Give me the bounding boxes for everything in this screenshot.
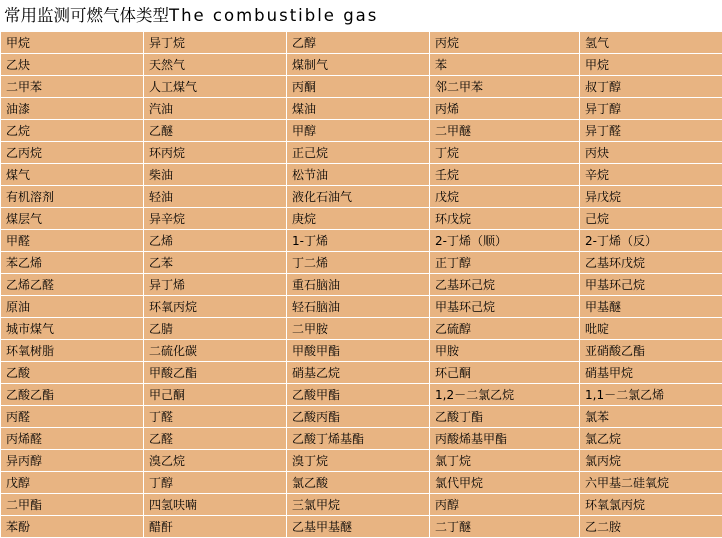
table-cell: 甲酸甲酯 [287, 340, 430, 362]
table-cell: 乙醚 [144, 120, 287, 142]
table-cell: 溴乙烷 [144, 450, 287, 472]
table-cell: 环氧氯丙烷 [580, 494, 722, 516]
table-cell: 乙基环戊烷 [580, 252, 722, 274]
table-cell: 有机溶剂 [1, 186, 144, 208]
table-row [1, 340, 722, 362]
table-row [1, 142, 722, 164]
table-row [1, 32, 722, 54]
table-cell: 二甲胺 [287, 318, 430, 340]
page-title [0, 0, 722, 31]
table-cell: 乙烯乙醛 [1, 274, 144, 296]
table-cell: 环戊烷 [430, 208, 580, 230]
table-cell: 异丁烯 [144, 274, 287, 296]
table-cell: 苯乙烯 [1, 252, 144, 274]
table-cell: 异丙醇 [1, 450, 144, 472]
table-row [1, 296, 722, 318]
table-cell: 氯代甲烷 [430, 472, 580, 494]
table-cell: 丙烯醛 [1, 428, 144, 450]
table-cell: 甲基环己烷 [580, 274, 722, 296]
table-cell: 辛烷 [580, 164, 722, 186]
table-cell: 亚硝酸乙酯 [580, 340, 722, 362]
table-cell: 甲基醚 [580, 296, 722, 318]
table-row [1, 274, 722, 296]
table-cell: 原油 [1, 296, 144, 318]
table-cell: 煤气 [1, 164, 144, 186]
table-cell: 氯乙烷 [580, 428, 722, 450]
table-cell: 异辛烷 [144, 208, 287, 230]
table-cell: 邻二甲苯 [430, 76, 580, 98]
table-cell: 异丁醛 [580, 120, 722, 142]
table-cell: 汽油 [144, 98, 287, 120]
table-cell: 乙酸 [1, 362, 144, 384]
table-cell: 甲烷 [1, 32, 144, 54]
table-cell: 正己烷 [287, 142, 430, 164]
table-cell: 己烷 [580, 208, 722, 230]
table-cell: 苯酚 [1, 516, 144, 538]
table-row [1, 208, 722, 230]
table-cell: 丙炔 [580, 142, 722, 164]
table-cell: 松节油 [287, 164, 430, 186]
table-cell: 煤层气 [1, 208, 144, 230]
table-cell: 城市煤气 [1, 318, 144, 340]
table-row [1, 406, 722, 428]
table-cell: 环己酮 [430, 362, 580, 384]
page-title-cn: 常用监测可燃气体类型 [4, 6, 169, 25]
table-cell: 硝基乙烷 [287, 362, 430, 384]
table-cell: 丙烷 [430, 32, 580, 54]
table-cell: 人工煤气 [144, 76, 287, 98]
table-cell: 重石脑油 [287, 274, 430, 296]
table-cell: 煤制气 [287, 54, 430, 76]
table-row [1, 252, 722, 274]
table-cell: 甲己酮 [144, 384, 287, 406]
table-cell: 煤油 [287, 98, 430, 120]
table-cell: 乙酸丙酯 [287, 406, 430, 428]
table-cell: 1,2－二氯乙烷 [430, 384, 580, 406]
table-cell: 2-丁烯（反） [580, 230, 722, 252]
table-cell: 甲醛 [1, 230, 144, 252]
table-cell: 乙酸丁酯 [430, 406, 580, 428]
table-cell: 溴丁烷 [287, 450, 430, 472]
table-cell: 氯乙酸 [287, 472, 430, 494]
table-row [1, 120, 722, 142]
table-cell: 环氧丙烷 [144, 296, 287, 318]
table-cell: 二丁醚 [430, 516, 580, 538]
table-cell: 天然气 [144, 54, 287, 76]
table-cell: 乙腈 [144, 318, 287, 340]
table-row [1, 450, 722, 472]
table-row [1, 186, 722, 208]
table-cell: 轻石脑油 [287, 296, 430, 318]
table-cell: 叔丁醇 [580, 76, 722, 98]
table-cell: 乙酸乙酯 [1, 384, 144, 406]
table-cell: 异戊烷 [580, 186, 722, 208]
table-cell: 二甲醚 [430, 120, 580, 142]
table-cell: 乙酸丁烯基酯 [287, 428, 430, 450]
table-cell: 乙炔 [1, 54, 144, 76]
table-row [1, 428, 722, 450]
table-row [1, 318, 722, 340]
table-cell: 甲醇 [287, 120, 430, 142]
table-cell: 乙基环己烷 [430, 274, 580, 296]
table-cell: 丙醇 [430, 494, 580, 516]
table-row [1, 230, 722, 252]
page-title-en: The combustible gas [169, 6, 378, 25]
table-cell: 2-丁烯（顺） [430, 230, 580, 252]
table-row [1, 472, 722, 494]
table-cell: 乙硫醇 [430, 318, 580, 340]
table-cell: 乙二胺 [580, 516, 722, 538]
table-cell: 乙基甲基醚 [287, 516, 430, 538]
table-cell: 油漆 [1, 98, 144, 120]
table-row [1, 516, 722, 538]
table-row [1, 384, 722, 406]
table-row [1, 76, 722, 98]
table-cell: 氯苯 [580, 406, 722, 428]
table-cell: 乙醛 [144, 428, 287, 450]
table-cell: 三氯甲烷 [287, 494, 430, 516]
table-cell: 戊醇 [1, 472, 144, 494]
table-cell: 氯丁烷 [430, 450, 580, 472]
table-cell: 1,1－二氯乙烯 [580, 384, 722, 406]
table-cell: 环氧树脂 [1, 340, 144, 362]
table-cell: 液化石油气 [287, 186, 430, 208]
table-cell: 轻油 [144, 186, 287, 208]
table-cell: 醋酐 [144, 516, 287, 538]
table-cell: 四氢呋喃 [144, 494, 287, 516]
table-row [1, 164, 722, 186]
table-cell: 甲胺 [430, 340, 580, 362]
table-cell: 二硫化碳 [144, 340, 287, 362]
table-cell: 丁醛 [144, 406, 287, 428]
table-cell: 庚烷 [287, 208, 430, 230]
table-cell: 1-丁烯 [287, 230, 430, 252]
table-cell: 甲酸乙酯 [144, 362, 287, 384]
table-cell: 丙烯 [430, 98, 580, 120]
table-cell: 吡啶 [580, 318, 722, 340]
table-cell: 丁醇 [144, 472, 287, 494]
combustible-gas-table-body [1, 32, 722, 538]
table-cell: 柴油 [144, 164, 287, 186]
table-cell: 乙烷 [1, 120, 144, 142]
table-cell: 丙酮 [287, 76, 430, 98]
table-cell: 乙丙烷 [1, 142, 144, 164]
table-cell: 丁二烯 [287, 252, 430, 274]
table-cell: 二甲苯 [1, 76, 144, 98]
table-cell: 异丁烷 [144, 32, 287, 54]
table-cell: 六甲基二硅氧烷 [580, 472, 722, 494]
table-row [1, 54, 722, 76]
table-cell: 二甲酯 [1, 494, 144, 516]
table-cell: 氯丙烷 [580, 450, 722, 472]
table-cell: 正丁醇 [430, 252, 580, 274]
table-cell: 甲烷 [580, 54, 722, 76]
combustible-gas-table [0, 31, 722, 538]
table-cell: 环丙烷 [144, 142, 287, 164]
table-cell: 丁烷 [430, 142, 580, 164]
table-cell: 乙苯 [144, 252, 287, 274]
table-cell: 氢气 [580, 32, 722, 54]
table-cell: 戊烷 [430, 186, 580, 208]
table-cell: 异丁醇 [580, 98, 722, 120]
table-row [1, 494, 722, 516]
table-cell: 硝基甲烷 [580, 362, 722, 384]
table-cell: 乙烯 [144, 230, 287, 252]
table-cell: 壬烷 [430, 164, 580, 186]
table-cell: 乙酸甲酯 [287, 384, 430, 406]
table-cell: 甲基环己烷 [430, 296, 580, 318]
table-row [1, 98, 722, 120]
table-row [1, 362, 722, 384]
table-cell: 丙酸烯基甲酯 [430, 428, 580, 450]
table-cell: 乙醇 [287, 32, 430, 54]
table-cell: 苯 [430, 54, 580, 76]
table-cell: 丙醛 [1, 406, 144, 428]
